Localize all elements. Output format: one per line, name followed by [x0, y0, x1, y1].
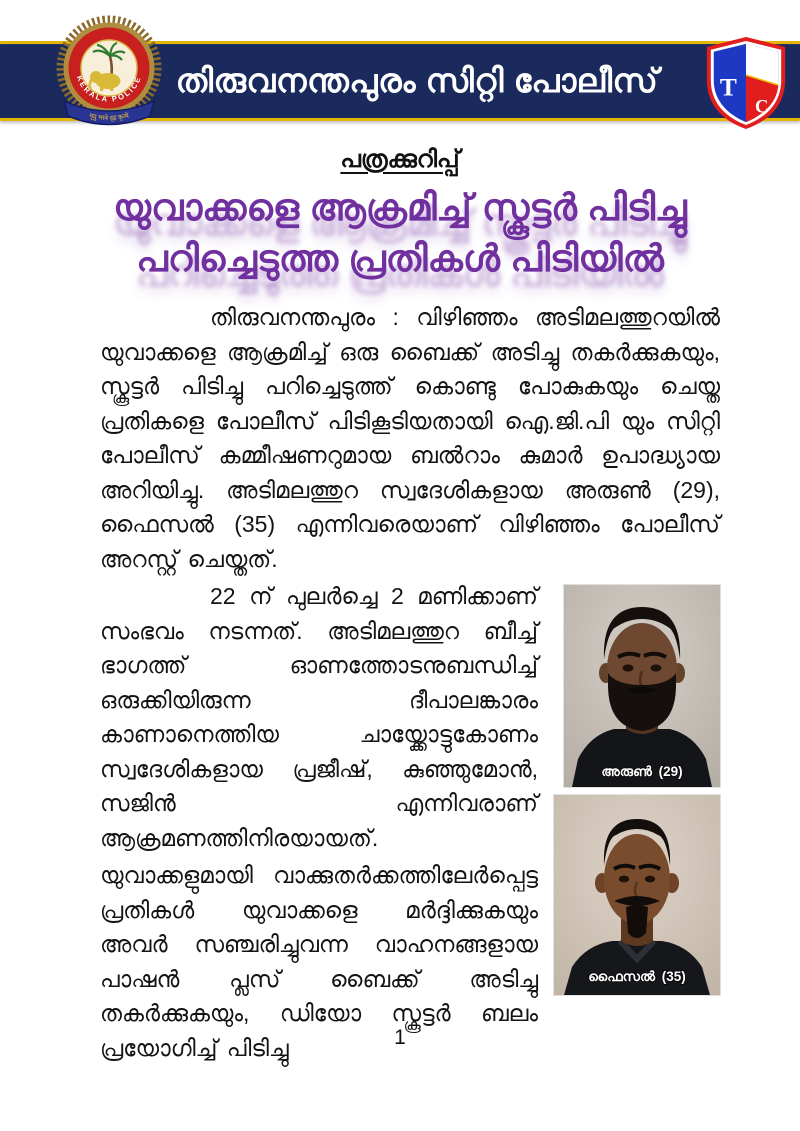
emblem-ring-text: KERALA POLICE	[74, 74, 144, 104]
suspect-photo-arun	[552, 585, 720, 787]
emblem-motto-text: मृदु भावे दृढ़ कृत्ये	[88, 112, 130, 123]
photo-caption-arun: അരുൺ (29)	[601, 764, 683, 779]
photo-caption-faisal: ഫൈസൽ (35)	[588, 969, 686, 984]
paragraph-3: യുവാക്കളുമായി വാക്കുതർക്കത്തിലേർപ്പെട്ട പ്രതികൾ യുവാക്കളെ മർദ്ദിക്കുകയും അവർ സഞ്ചരിച്ചുവന്ന വാഹനങ്ങളായ പാഷൻ പ്ലസ് ബൈക്ക് അടിച്ചു തകർക്കുകയും, ഡിയോ സ്കൂട്ടർ ബലം പ്രയോഗിച്ച് പിടിച്ചു	[100, 862, 538, 1061]
paragraph-2: 22 ന് പുലർച്ചെ 2 മണിക്കാണ് സംഭവം നടന്നത്. അടിമലത്തുറ ബീച്ച് ഭാഗത്ത് ഓണത്തോടനുബന്ധിച്ച് ഒരുക്കിയിരുന്ന ദീപാലങ്കാരം കാണാനെത്തിയ ചായ്ക്കോട്ടുകോണം സ്വദേശികളായ പ്രജീഷ്, കുഞ്ഞുമോൻ, സജിൻ എന്നിവരാണ് ആക്രമണത്തിനിരയായത്.	[100, 583, 538, 851]
page-title: തിരുവനന്തപുരം സിറ്റി പോലീസ്	[175, 62, 659, 99]
page-number: 1	[394, 1026, 406, 1049]
headline-line2: പറിച്ചെടുത്ത പ്രതികൾ പിടിയിൽ	[136, 238, 664, 279]
headline	[0, 182, 800, 284]
tc-shield-icon	[702, 36, 790, 135]
suspect-photo-column	[552, 585, 720, 1003]
press-note-label: പത്രക്കുറിപ്പ്	[340, 146, 460, 173]
press-note-body	[0, 128, 800, 1068]
paragraph-1: തിരുവനന്തപുരം : വിഴിഞ്ഞം അടിമലത്തുറയിൽ യുവാക്കളെ ആക്രമിച്ച് ഒരു ബൈക്ക് അടിച്ചു തകർക്കുകയും, സ്കൂട്ടർ പിടിച്ചു പറിച്ചെടുത്ത് കൊണ്ടു പോകുകയും ചെയ്ത പ്രതികളെ പോലീസ് പിടികൂടിയതായി ഐ.ജി.പി യും സിറ്റി പോലീസ് കമ്മീഷണറുമായ ബൽറാം കുമാർ ഉപാദ്ധ്യായ അറിയിച്ചു. അടിമലത്തുറ സ്വദേശികളായ അരുൺ (29), ഫൈസൽ (35) എന്നിവരെയാണ് വിഴിഞ്ഞം പോലീസ് അറസ്റ്റ് ചെയ്തത്.	[100, 304, 720, 572]
suspect-photo-faisal	[552, 795, 720, 995]
kerala-police-emblem-icon	[48, 6, 170, 145]
headline-line1: യുവാക്കളെ ആക്രമിച്ച് സ്കൂട്ടർ പിടിച്ചു	[113, 187, 687, 228]
article-text	[100, 300, 720, 1065]
badge-letter-t: T	[719, 73, 737, 102]
badge-letter-c: C	[754, 96, 769, 118]
